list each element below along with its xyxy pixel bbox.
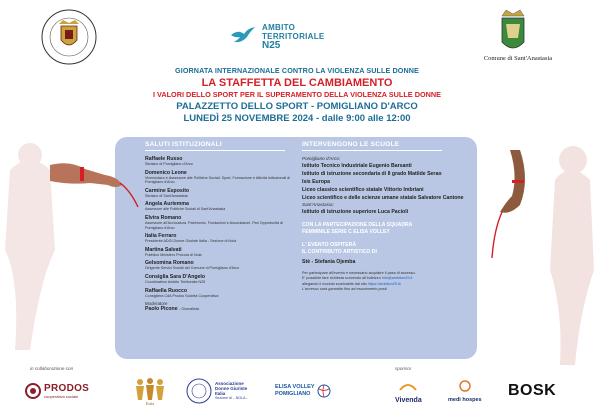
scuole-column [302, 141, 477, 292]
person-name: Raffaele Russo [145, 156, 183, 162]
estia-text: Estìa [146, 401, 154, 406]
person-role: Coordinatrice Ambito Territoriale N25 [145, 279, 206, 284]
hand-bracelet-right-icon [490, 150, 560, 260]
person-role: Pubblico Ministero Procura di Nola [145, 252, 202, 257]
bosk-logo [508, 376, 556, 406]
medi-name: medi hospes [448, 397, 482, 403]
school-item: Liceo scientifico e delle scienze umane statale Salvatore Cantone [302, 195, 464, 201]
info-line-4: L'accesso sarà garantito fino ad esaurimento posti. [302, 286, 388, 291]
person-item [145, 215, 295, 230]
ospitera-block [302, 242, 477, 256]
estia-figures-icon [132, 376, 168, 406]
pomigliano-crest-icon [40, 8, 98, 66]
vivenda-mark-icon [398, 382, 418, 392]
medi-hospes-logo [448, 376, 482, 406]
person-item [145, 188, 295, 199]
person-name: Italia Ferraro [145, 233, 177, 240]
saluti-column [145, 141, 295, 312]
moderator-name: Paolo Picone [145, 306, 178, 313]
adgi-seal-icon [186, 378, 212, 404]
info-block [302, 271, 477, 292]
prodos-sub: cooperativa sociale [44, 394, 79, 399]
school-item: Istituto Tecnico Industriale Eugenio Barsanti [302, 163, 412, 169]
intro-pomigliano: Pomigliano d'Arco: [302, 156, 341, 161]
site-link[interactable]: https://ambiton25.it/ [367, 281, 401, 286]
person-role: Vicesindaco e Assessore alle Politiche Sociali, Sport, Formazione e Attività Istituzionali di Pomigliano d'Arco [145, 175, 291, 185]
scuole-divider [302, 150, 442, 151]
person-role: Sindaco di Pomigliano d'Arco [145, 162, 193, 166]
assoc-line-1: Associazione [215, 381, 244, 386]
person-role: Sindaco di Sant'Anastasia [145, 193, 188, 198]
scuole-title: INTERVENGONO LE SCUOLE [302, 141, 400, 148]
assoc-line-3: Italia [215, 391, 226, 396]
school-item: Isis Europa [302, 179, 330, 185]
person-item [145, 201, 295, 212]
person-name: Consiglia Sara D'Angelo [145, 273, 206, 280]
ospitera-line-1: L' EVENTO OSPITERÀ [302, 242, 357, 248]
info-line-3-text: allegando il modulo scaricabile dal sito [302, 281, 368, 286]
partecipazione-line-1: CON LA PARTECIPAZIONE DELLA SQUADRA [302, 222, 413, 228]
elisa-volley-logo [275, 376, 331, 406]
prodos-name: PRODOS [44, 383, 90, 394]
elisa-line-2: POMIGLIANO [275, 391, 311, 397]
medi-hospes-mark-icon [458, 380, 472, 392]
person-name: Carmine Esposito [145, 187, 190, 194]
title-line-3: I VALORI DELLO SPORT PER IL SUPERAMENTO DELLA VIOLENZA SULLE DONNE [152, 90, 442, 99]
moderator-role: - Giornalista [179, 307, 199, 312]
ambito-line-3: N25 [262, 39, 281, 51]
moderator [145, 306, 295, 312]
person-item [145, 156, 295, 167]
partecipazione-line-2: FEMMINILE SERIE C ELISA VOLLEY [302, 229, 390, 235]
sponsor-label: sponsor [395, 366, 412, 371]
title-block [0, 66, 594, 124]
vivenda-name: Vivenda [395, 396, 422, 404]
ambito-logo [230, 20, 325, 52]
person-item [145, 288, 295, 299]
title-line-1: GIORNATA INTERNAZIONALE CONTRO LA VIOLENZA SULLE DONNE [175, 66, 419, 75]
person-item [145, 274, 295, 285]
person-name: Angela Auriemma [145, 201, 189, 208]
info-line-1: Per partecipare all'evento è necessario acquisire il pass di accesso. [302, 271, 416, 275]
saluti-title: SALUTI ISTITUZIONALI [145, 141, 222, 148]
person-name: Raffaella Ruocco [145, 287, 188, 294]
hand-bracelet-left-icon [50, 155, 140, 215]
intro-santanastasia: Sant'Anastasia: [302, 202, 334, 207]
estia-logo [132, 376, 168, 406]
assoc-line-2: Donne Giuriste [215, 386, 248, 391]
school-item: Liceo classico scientifico statale Vittorio Imbriani [302, 187, 424, 193]
person-role: Consigliera CdA Prodos Società Cooperativa [145, 293, 219, 298]
school-item: Istituto di istruzione secondaria di II grado Matilde Serao [302, 171, 442, 177]
person-item [145, 260, 295, 271]
collab-label: in collaborazione con [30, 366, 74, 371]
person-name: Martina Salvati [145, 246, 182, 253]
volleyball-icon [317, 384, 331, 398]
info-line-2-text: E' possibile fare richiesta scrivendo all'indirizzo [302, 276, 382, 281]
partecipazione-block [302, 222, 477, 236]
person-item [145, 247, 295, 258]
person-name: Elvira Romano [145, 214, 182, 221]
person-role: Assessore all'Avvocatura, Patrimonio, Fondazioni e Associazioni, Pari Opportunità di Pomigliano d'Arco [145, 220, 283, 230]
swallow-icon [230, 25, 256, 47]
ospitera-line-2: IL CONTRIBUTO ARTISTICO DI [302, 249, 377, 255]
person-item [145, 170, 295, 185]
title-line-4: PALAZZETTO DELLO SPORT - POMIGLIANO D'ARCO [176, 101, 418, 112]
saluti-divider [145, 150, 285, 151]
adgi-logo [186, 376, 249, 406]
person-role: Assessore alle Politiche Sociali di Sant'Anastasia [145, 207, 226, 212]
vivenda-logo [395, 376, 422, 406]
person-role: Presidente ADGI Donne Giuriste Italia - Sezione di Nola [145, 239, 237, 244]
title-line-5: LUNEDÌ 25 NOVEMBRE 2024 - dalle 9:00 alle 12:00 [183, 113, 411, 124]
school-item: Istituto di istruzione superiore Luca Pacioli [302, 209, 409, 215]
elisa-line-1: ELISA VOLLEY [275, 384, 315, 390]
ambito-line-1: AMBITO [262, 22, 296, 32]
bosk-name: BOSK [508, 382, 557, 399]
person-name: Gelsomina Romano [145, 260, 194, 267]
ambito-line-2: TERRITORIALE [262, 31, 325, 41]
prodos-logo [25, 376, 89, 406]
comune-label: Comune di Sant'Anastasia [483, 55, 553, 62]
email-link[interactable]: info@ambiton25.it [381, 276, 413, 281]
title-line-2: LA STAFFETTA DEL CAMBIAMENTO [201, 77, 393, 89]
person-name: Domenico Leone [145, 169, 187, 176]
moderator-label: Moderatore [145, 301, 168, 307]
prodos-mark-icon [25, 383, 41, 399]
assoc-line-4: Sezione di ...NOLA... [215, 396, 249, 400]
person-role: Dirigente Servizi Sociali del Comune di Pomigliano d'Arco [145, 266, 240, 271]
artist-name: Stè - Stefania Ojemba [302, 259, 356, 265]
person-item [145, 233, 295, 244]
